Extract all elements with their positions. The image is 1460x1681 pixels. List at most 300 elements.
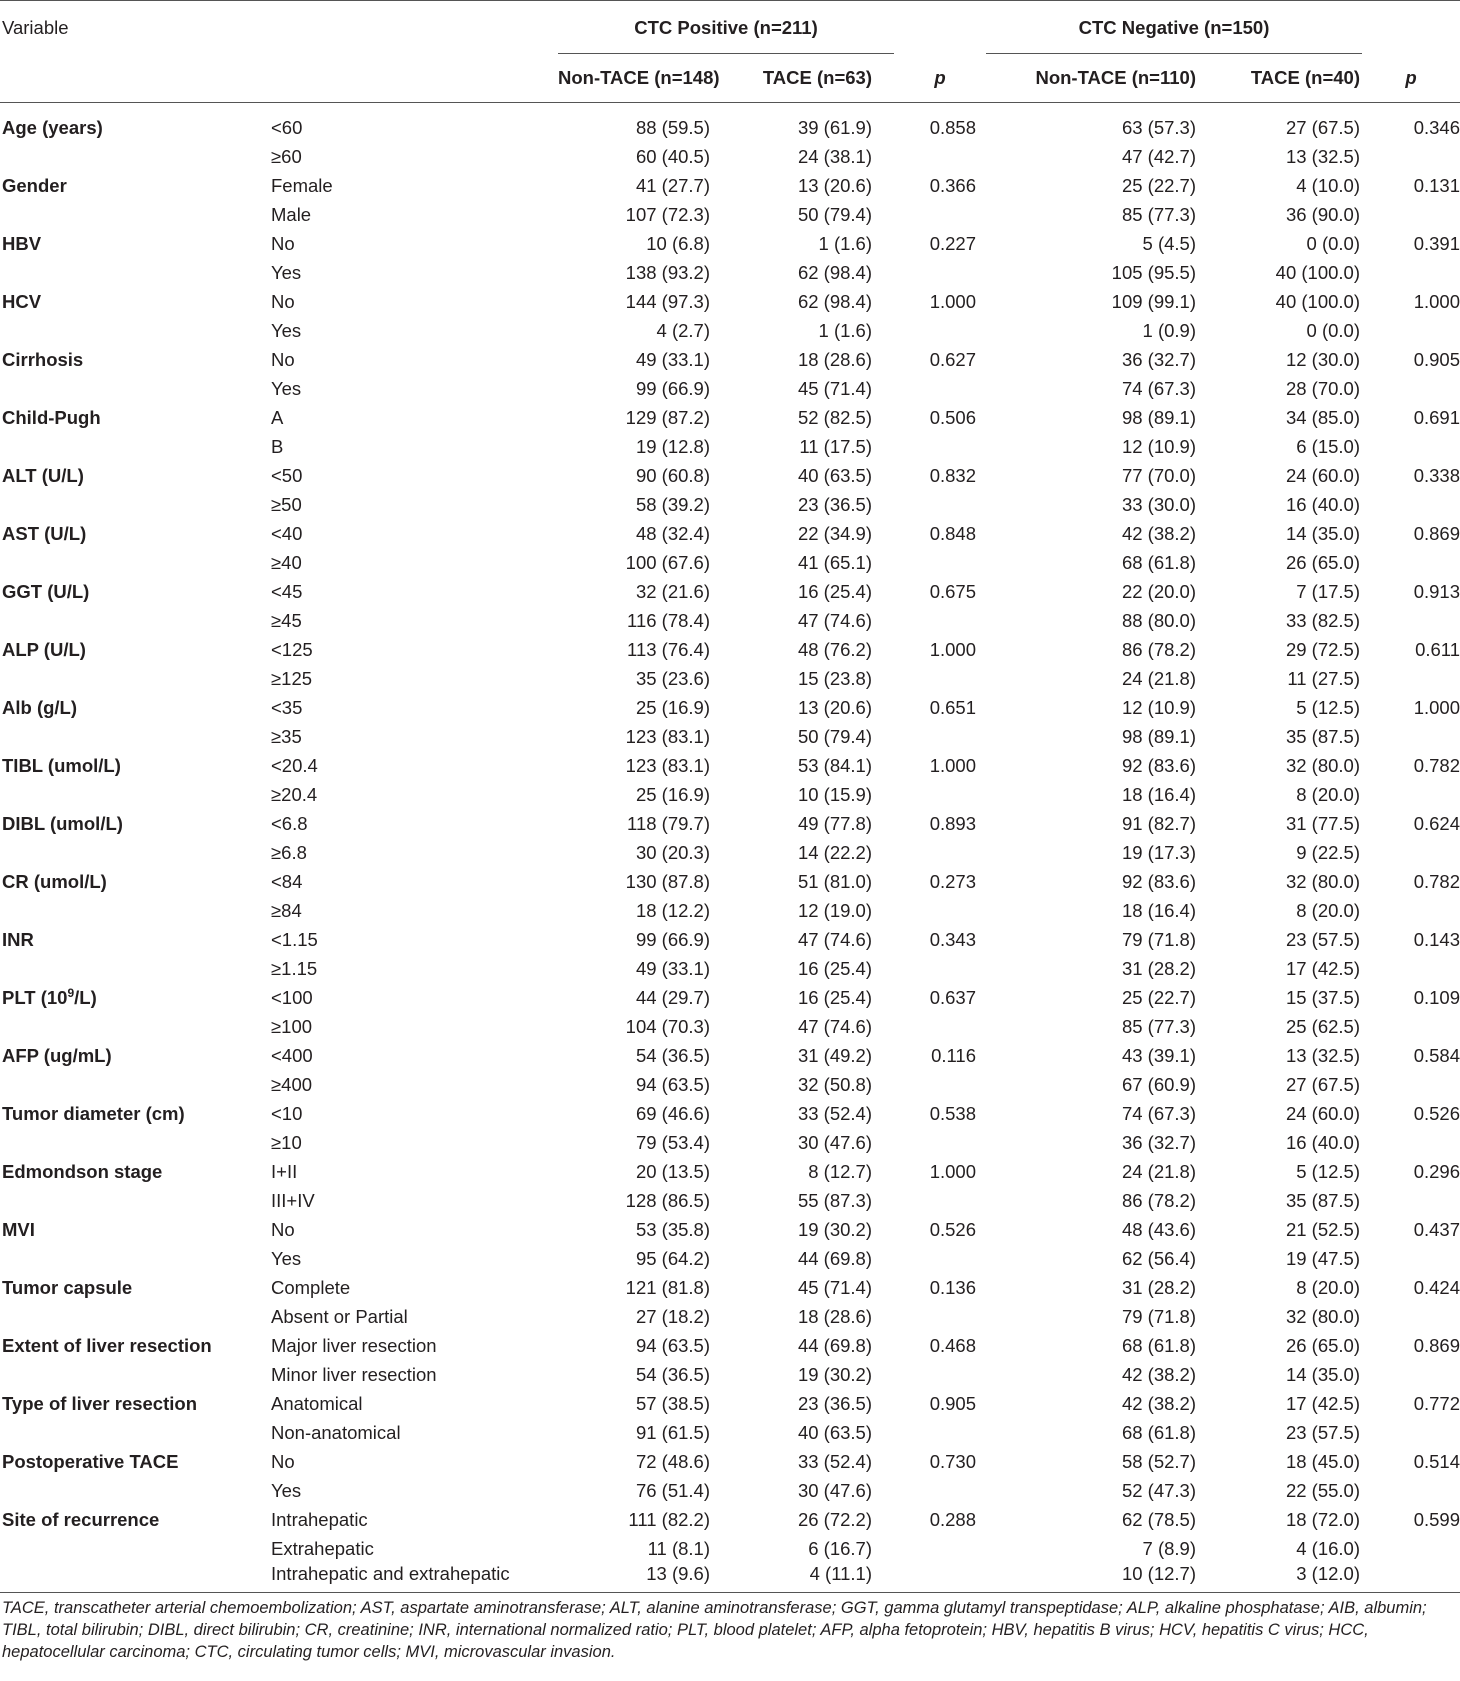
pos-p-value-cell: 0.343	[929, 928, 976, 950]
pos-p-value-cell	[894, 258, 986, 287]
table-row	[0, 925, 1460, 954]
table-row	[0, 374, 1460, 403]
variable-cell	[0, 664, 268, 693]
variable-cell: Edmondson stage	[2, 1160, 163, 1182]
variable-cell: Alb (g/L)	[2, 696, 78, 718]
table-row	[0, 1070, 1460, 1099]
neg-p-value-cell	[1362, 838, 1460, 867]
pos-tace-cell: 19 (30.2)	[797, 1363, 872, 1385]
neg-tace-cell: 23 (57.5)	[1285, 928, 1360, 950]
pos-non-tace-cell: 99 (66.9)	[635, 377, 710, 399]
pos-p-value-cell: 0.905	[929, 1392, 976, 1414]
neg-non-tace-cell: 91 (82.7)	[1121, 812, 1196, 834]
neg-tace-cell: 9 (22.5)	[1296, 841, 1360, 863]
pos-non-tace-cell: 25 (16.9)	[635, 696, 710, 718]
category-cell: Non-anatomical	[271, 1421, 401, 1443]
category-cell: I+II	[271, 1160, 298, 1182]
pos-non-tace-cell: 25 (16.9)	[635, 783, 710, 805]
variable-cell	[0, 374, 268, 403]
neg-non-tace-cell: 48 (43.6)	[1121, 1218, 1196, 1240]
category-cell: <100	[271, 986, 313, 1008]
table-row	[0, 838, 1460, 867]
pos-non-tace-cell: 44 (29.7)	[635, 986, 710, 1008]
pos-p-value-cell: 1.000	[929, 290, 976, 312]
neg-tace-cell: 8 (20.0)	[1296, 899, 1360, 921]
table-row	[0, 461, 1460, 490]
pos-p-value-cell: 0.366	[929, 174, 976, 196]
neg-p-value-cell: 0.782	[1413, 870, 1460, 892]
neg-p-value-cell	[1362, 664, 1460, 693]
variable-cell	[0, 1244, 268, 1273]
pos-tace-cell: 48 (76.2)	[797, 638, 872, 660]
variable-cell	[0, 1012, 268, 1041]
variable-cell: Gender	[2, 174, 67, 196]
pos-p-value-cell	[894, 722, 986, 751]
variable-header: Variable	[2, 17, 69, 38]
neg-p-value-cell	[1362, 1186, 1460, 1215]
variable-cell: Age (years)	[2, 116, 103, 138]
neg-p-value-cell: 0.584	[1413, 1044, 1460, 1066]
pos-p-value-cell: 1.000	[929, 754, 976, 776]
pos-non-tace-cell: 138 (93.2)	[625, 261, 710, 283]
pos-p-value-cell: 1.000	[929, 638, 976, 660]
pos-tace-cell: 23 (36.5)	[797, 493, 872, 515]
pos-tace-cell: 62 (98.4)	[797, 261, 872, 283]
category-cell: No	[271, 232, 295, 254]
neg-tace-cell: 21 (52.5)	[1285, 1218, 1360, 1240]
pos-tace-cell: 22 (34.9)	[797, 522, 872, 544]
pos-p-value-cell: 0.858	[929, 116, 976, 138]
pos-tace-cell: 15 (23.8)	[797, 667, 872, 689]
neg-non-tace-cell: 62 (78.5)	[1121, 1508, 1196, 1530]
table-row	[0, 1360, 1460, 1389]
pos-non-tace-cell: 49 (33.1)	[635, 348, 710, 370]
pos-tace-cell: 30 (47.6)	[797, 1479, 872, 1501]
pos-non-tace-cell: 94 (63.5)	[635, 1334, 710, 1356]
variable-cell: MVI	[2, 1218, 35, 1240]
pos-tace-cell: 23 (36.5)	[797, 1392, 872, 1414]
pos-tace-cell: 41 (65.1)	[797, 551, 872, 573]
category-cell: ≥20.4	[271, 783, 318, 805]
table-row	[0, 1099, 1460, 1128]
neg-tace-cell: 5 (12.5)	[1296, 1160, 1360, 1182]
table-row	[0, 1476, 1460, 1505]
table-row	[0, 809, 1460, 838]
category-cell: <6.8	[271, 812, 308, 834]
table-body	[0, 103, 1460, 1593]
pos-p-value-cell: 0.893	[929, 812, 976, 834]
pos-tace-cell: 19 (30.2)	[797, 1218, 872, 1240]
pos-p-value-cell	[894, 548, 986, 577]
neg-non-tace-cell: 31 (28.2)	[1121, 1276, 1196, 1298]
variable-cell	[0, 722, 268, 751]
pos-non-tace-cell: 10 (6.8)	[646, 232, 710, 254]
neg-tace-header: TACE (n=40)	[1202, 54, 1362, 103]
neg-tace-cell: 18 (45.0)	[1285, 1450, 1360, 1472]
pos-p-value-cell	[894, 1360, 986, 1389]
pos-p-value-cell: 0.730	[929, 1450, 976, 1472]
pos-non-tace-cell: 95 (64.2)	[635, 1247, 710, 1269]
neg-tace-cell: 16 (40.0)	[1285, 493, 1360, 515]
ctc-negative-header: CTC Negative (n=150)	[986, 2, 1362, 54]
category-cell: B	[271, 435, 284, 457]
neg-p-value-cell: 0.599	[1413, 1508, 1460, 1530]
pos-non-tace-header: Non-TACE (n=148)	[558, 54, 714, 103]
neg-non-tace-cell: 47 (42.7)	[1121, 145, 1196, 167]
variable-cell: Site of recurrence	[2, 1508, 160, 1530]
pos-p-value-cell	[894, 200, 986, 229]
neg-p-value-cell	[1362, 780, 1460, 809]
category-cell: ≥1.15	[271, 957, 318, 979]
category-cell: ≥125	[271, 667, 313, 689]
table-row	[0, 1534, 1460, 1563]
neg-p-value-cell: 0.143	[1413, 928, 1460, 950]
pos-p-value-cell: 0.273	[929, 870, 976, 892]
table-row	[0, 142, 1460, 171]
table-row	[0, 316, 1460, 345]
neg-tace-cell: 24 (60.0)	[1285, 464, 1360, 486]
pos-non-tace-cell: 94 (63.5)	[635, 1073, 710, 1095]
variable-cell	[0, 142, 268, 171]
variable-cell: Cirrhosis	[2, 348, 84, 370]
pos-tace-cell: 12 (19.0)	[797, 899, 872, 921]
neg-tace-cell: 6 (15.0)	[1296, 435, 1360, 457]
neg-non-tace-cell: 105 (95.5)	[1111, 261, 1196, 283]
variable-cell	[0, 1360, 268, 1389]
neg-p-value-cell	[1362, 142, 1460, 171]
neg-non-tace-cell: 92 (83.6)	[1121, 754, 1196, 776]
variable-cell	[0, 838, 268, 867]
pos-p-value-cell: 0.136	[929, 1276, 976, 1298]
table-row	[0, 229, 1460, 258]
pos-p-value-cell	[894, 316, 986, 345]
neg-tace-cell: 32 (80.0)	[1285, 1305, 1360, 1327]
pos-tace-cell: 26 (72.2)	[797, 1508, 872, 1530]
category-cell: Yes	[271, 261, 302, 283]
pos-p-value-cell: 0.538	[929, 1102, 976, 1124]
neg-p-value-cell: 0.131	[1413, 174, 1460, 196]
pos-tace-cell: 49 (77.8)	[797, 812, 872, 834]
pos-p-header: p	[894, 54, 986, 103]
category-cell: No	[271, 1450, 295, 1472]
neg-tace-cell: 23 (57.5)	[1285, 1421, 1360, 1443]
category-cell: Complete	[271, 1276, 351, 1298]
category-cell: ≥84	[271, 899, 302, 921]
pos-non-tace-cell: 128 (86.5)	[625, 1189, 710, 1211]
neg-tace-cell: 8 (20.0)	[1296, 1276, 1360, 1298]
category-cell: Extrahepatic	[271, 1537, 374, 1559]
pos-non-tace-cell: 123 (83.1)	[625, 754, 710, 776]
variable-cell: DIBL (umol/L)	[2, 812, 123, 834]
pos-tace-cell: 13 (20.6)	[797, 696, 872, 718]
neg-p-value-cell: 0.691	[1413, 406, 1460, 428]
category-cell: A	[271, 406, 284, 428]
table-row	[0, 983, 1460, 1012]
pos-p-value-cell: 0.227	[929, 232, 976, 254]
pos-tace-cell: 52 (82.5)	[797, 406, 872, 428]
table-row	[0, 345, 1460, 374]
table-row	[0, 103, 1460, 143]
neg-non-tace-cell: 12 (10.9)	[1121, 696, 1196, 718]
pos-tace-cell: 8 (12.7)	[808, 1160, 872, 1182]
variable-cell: HBV	[2, 232, 42, 254]
category-cell: Intrahepatic and extrahepatic	[268, 1563, 558, 1592]
neg-non-tace-cell: 43 (39.1)	[1121, 1044, 1196, 1066]
pos-tace-cell: 47 (74.6)	[797, 1015, 872, 1037]
neg-non-tace-cell: 12 (10.9)	[1121, 435, 1196, 457]
pos-p-value-cell: 0.637	[929, 986, 976, 1008]
category-cell: Intrahepatic	[271, 1508, 368, 1530]
neg-tace-cell: 16 (40.0)	[1285, 1131, 1360, 1153]
neg-tace-cell: 3 (12.0)	[1202, 1563, 1362, 1592]
neg-tace-cell: 19 (47.5)	[1285, 1247, 1360, 1269]
neg-tace-cell: 15 (37.5)	[1285, 986, 1360, 1008]
category-cell: ≥45	[271, 609, 302, 631]
table-row	[0, 287, 1460, 316]
pos-tace-cell: 47 (74.6)	[797, 609, 872, 631]
neg-non-tace-cell: 25 (22.7)	[1121, 174, 1196, 196]
variable-cell: HCV	[2, 290, 42, 312]
pos-non-tace-cell: 130 (87.8)	[625, 870, 710, 892]
neg-tace-cell: 5 (12.5)	[1296, 696, 1360, 718]
pos-p-value-cell	[894, 1302, 986, 1331]
pos-non-tace-cell: 60 (40.5)	[635, 145, 710, 167]
table-row	[0, 1041, 1460, 1070]
variable-cell	[0, 1128, 268, 1157]
table-row	[0, 403, 1460, 432]
neg-p-value-cell	[1362, 1244, 1460, 1273]
pos-non-tace-cell: 69 (46.6)	[635, 1102, 710, 1124]
pos-tace-cell: 16 (25.4)	[797, 580, 872, 602]
pos-non-tace-cell: 49 (33.1)	[635, 957, 710, 979]
neg-non-tace-cell: 42 (38.2)	[1121, 1392, 1196, 1414]
pos-tace-cell: 16 (25.4)	[797, 957, 872, 979]
neg-p-value-cell	[1362, 548, 1460, 577]
neg-tace-cell: 13 (32.5)	[1285, 1044, 1360, 1066]
neg-p-value-cell	[1362, 258, 1460, 287]
pos-tace-cell: 40 (63.5)	[797, 1421, 872, 1443]
pos-non-tace-cell: 76 (51.4)	[635, 1479, 710, 1501]
pos-tace-cell: 45 (71.4)	[797, 1276, 872, 1298]
neg-non-tace-cell: 86 (78.2)	[1121, 638, 1196, 660]
neg-non-tace-cell: 31 (28.2)	[1121, 957, 1196, 979]
neg-p-value-cell: 0.869	[1413, 522, 1460, 544]
table-row	[0, 1273, 1460, 1302]
neg-p-value-cell	[1362, 1070, 1460, 1099]
variable-cell	[0, 258, 268, 287]
table-row	[0, 1215, 1460, 1244]
variable-cell: CR (umol/L)	[2, 870, 107, 892]
variable-cell	[0, 1534, 268, 1563]
neg-non-tace-header: Non-TACE (n=110)	[986, 54, 1202, 103]
category-cell: Yes	[271, 1479, 302, 1501]
neg-tace-cell: 32 (80.0)	[1285, 754, 1360, 776]
pos-non-tace-cell: 72 (48.6)	[635, 1450, 710, 1472]
neg-p-value-cell	[1362, 1302, 1460, 1331]
category-cell: No	[271, 348, 295, 370]
neg-non-tace-cell: 79 (71.8)	[1121, 928, 1196, 950]
category-cell: ≥6.8	[271, 841, 307, 863]
neg-tace-cell: 14 (35.0)	[1285, 522, 1360, 544]
neg-non-tace-cell: 18 (16.4)	[1121, 899, 1196, 921]
variable-cell	[0, 1476, 268, 1505]
table-row	[0, 780, 1460, 809]
neg-p-value-cell: 0.424	[1413, 1276, 1460, 1298]
neg-tace-cell: 4 (16.0)	[1296, 1537, 1360, 1559]
neg-p-value-cell	[1362, 722, 1460, 751]
neg-tace-cell: 0 (0.0)	[1306, 319, 1360, 341]
pos-p-value-cell	[894, 1418, 986, 1447]
neg-tace-cell: 0 (0.0)	[1306, 232, 1360, 254]
variable-cell: AST (U/L)	[2, 522, 87, 544]
category-cell: <45	[271, 580, 303, 602]
pos-non-tace-cell: 35 (23.6)	[635, 667, 710, 689]
neg-p-value-cell: 0.514	[1413, 1450, 1460, 1472]
neg-tace-cell: 34 (85.0)	[1285, 406, 1360, 428]
neg-p-value-cell: 0.611	[1415, 638, 1460, 660]
pos-p-value-cell: 1.000	[929, 1160, 976, 1182]
pos-p-value-cell: 0.468	[929, 1334, 976, 1356]
pos-p-value-cell	[894, 664, 986, 693]
pos-tace-cell: 24 (38.1)	[797, 145, 872, 167]
pos-tace-header: TACE (n=63)	[714, 54, 894, 103]
pos-p-value-cell	[894, 490, 986, 519]
pos-non-tace-cell: 91 (61.5)	[635, 1421, 710, 1443]
variable-cell: PLT $(10^9/L)$	[2, 985, 97, 1008]
category-cell: ≥10	[271, 1131, 302, 1153]
pos-non-tace-cell: 123 (83.1)	[625, 725, 710, 747]
neg-p-value-cell	[1362, 1476, 1460, 1505]
table-row	[0, 548, 1460, 577]
neg-non-tace-cell: 92 (83.6)	[1121, 870, 1196, 892]
variable-cell: GGT (U/L)	[2, 580, 90, 602]
category-cell: No	[271, 1218, 295, 1240]
neg-non-tace-cell: 36 (32.7)	[1121, 348, 1196, 370]
pos-p-value-cell: 0.526	[929, 1218, 976, 1240]
neg-p-value-cell	[1362, 1128, 1460, 1157]
pos-tace-cell: 14 (22.2)	[797, 841, 872, 863]
neg-p-value-cell	[1362, 606, 1460, 635]
neg-non-tace-cell: 74 (67.3)	[1121, 377, 1196, 399]
table-row	[0, 664, 1460, 693]
variable-cell	[0, 548, 268, 577]
pos-tace-cell: 40 (63.5)	[797, 464, 872, 486]
neg-p-value-cell	[1362, 432, 1460, 461]
pos-p-value-cell	[894, 1563, 986, 1592]
variable-cell	[0, 780, 268, 809]
category-cell: ≥50	[271, 493, 302, 515]
table-row	[0, 722, 1460, 751]
pos-p-value-cell	[894, 606, 986, 635]
table-row	[0, 1186, 1460, 1215]
neg-p-value-cell: 0.109	[1413, 986, 1460, 1008]
table-row	[0, 635, 1460, 664]
pos-p-value-cell: 0.651	[929, 696, 976, 718]
table-row	[0, 606, 1460, 635]
neg-non-tace-cell: 18 (16.4)	[1121, 783, 1196, 805]
neg-tace-cell: 7 (17.5)	[1296, 580, 1360, 602]
neg-p-header: p	[1362, 54, 1460, 103]
neg-non-tace-cell: 33 (30.0)	[1121, 493, 1196, 515]
neg-p-value-cell: 0.338	[1413, 464, 1460, 486]
category-cell: <35	[271, 696, 303, 718]
variable-cell: Postoperative TACE	[2, 1450, 179, 1472]
pos-tace-cell: 32 (50.8)	[797, 1073, 872, 1095]
neg-tace-cell: 14 (35.0)	[1285, 1363, 1360, 1385]
table-header	[0, 1, 1460, 103]
table-row	[0, 1389, 1460, 1418]
pos-non-tace-cell: 118 (79.7)	[627, 812, 710, 834]
neg-non-tace-cell: 98 (89.1)	[1121, 725, 1196, 747]
pos-non-tace-cell: 111 (82.2)	[628, 1508, 710, 1530]
neg-p-value-cell: 0.391	[1413, 232, 1460, 254]
table-row	[0, 200, 1460, 229]
pos-tace-cell: 4 (11.1)	[714, 1563, 894, 1592]
pos-non-tace-cell: 57 (38.5)	[635, 1392, 710, 1414]
variable-cell: Child-Pugh	[2, 406, 101, 428]
neg-tace-cell: 27 (67.5)	[1285, 116, 1360, 138]
neg-p-value-cell	[1362, 896, 1460, 925]
neg-tace-cell: 13 (32.5)	[1285, 145, 1360, 167]
category-cell: <50	[271, 464, 303, 486]
category-cell: <40	[271, 522, 303, 544]
pos-p-value-cell	[894, 954, 986, 983]
neg-p-value-cell: 0.526	[1413, 1102, 1460, 1124]
table-row	[0, 1302, 1460, 1331]
category-cell: <1.15	[271, 928, 318, 950]
pos-tace-cell: 39 (61.9)	[797, 116, 872, 138]
table-row	[0, 519, 1460, 548]
category-cell: <60	[271, 116, 303, 138]
variable-cell	[0, 606, 268, 635]
variable-cell	[0, 896, 268, 925]
neg-non-tace-cell: 58 (52.7)	[1121, 1450, 1196, 1472]
pos-tace-cell: 1 (1.6)	[818, 319, 872, 341]
variable-cell: ALP (U/L)	[2, 638, 86, 660]
neg-non-tace-cell: 10 (12.7)	[986, 1563, 1202, 1592]
table-row	[0, 751, 1460, 780]
neg-p-value-cell	[1362, 1012, 1460, 1041]
pos-p-value-cell	[894, 142, 986, 171]
neg-non-tace-cell: 98 (89.1)	[1121, 406, 1196, 428]
neg-tace-cell: 33 (82.5)	[1285, 609, 1360, 631]
table-row	[0, 693, 1460, 722]
neg-p-value-cell: 0.913	[1413, 580, 1460, 602]
neg-non-tace-cell: 85 (77.3)	[1121, 203, 1196, 225]
pos-p-value-cell	[894, 432, 986, 461]
table-row	[0, 1447, 1460, 1476]
category-cell: <10	[271, 1102, 303, 1124]
category-cell: Female	[271, 174, 333, 196]
category-cell: III+IV	[271, 1189, 315, 1211]
pos-tace-cell: 30 (47.6)	[797, 1131, 872, 1153]
pos-tace-cell: 16 (25.4)	[797, 986, 872, 1008]
neg-tace-cell: 24 (60.0)	[1285, 1102, 1360, 1124]
pos-p-value-cell	[894, 374, 986, 403]
pos-tace-cell: 53 (84.1)	[797, 754, 872, 776]
pos-p-value-cell	[894, 1244, 986, 1273]
category-cell: Minor liver resection	[271, 1363, 437, 1385]
neg-non-tace-cell: 5 (4.5)	[1142, 232, 1196, 254]
neg-tace-cell: 29 (72.5)	[1285, 638, 1360, 660]
category-cell: ≥35	[271, 725, 302, 747]
pos-non-tace-cell: 11 (8.1)	[647, 1537, 710, 1559]
pos-p-value-cell: 0.627	[929, 348, 976, 370]
table-row	[0, 1012, 1460, 1041]
neg-non-tace-cell: 42 (38.2)	[1121, 1363, 1196, 1385]
category-cell: <400	[271, 1044, 313, 1066]
neg-p-value-cell: 0.437	[1413, 1218, 1460, 1240]
